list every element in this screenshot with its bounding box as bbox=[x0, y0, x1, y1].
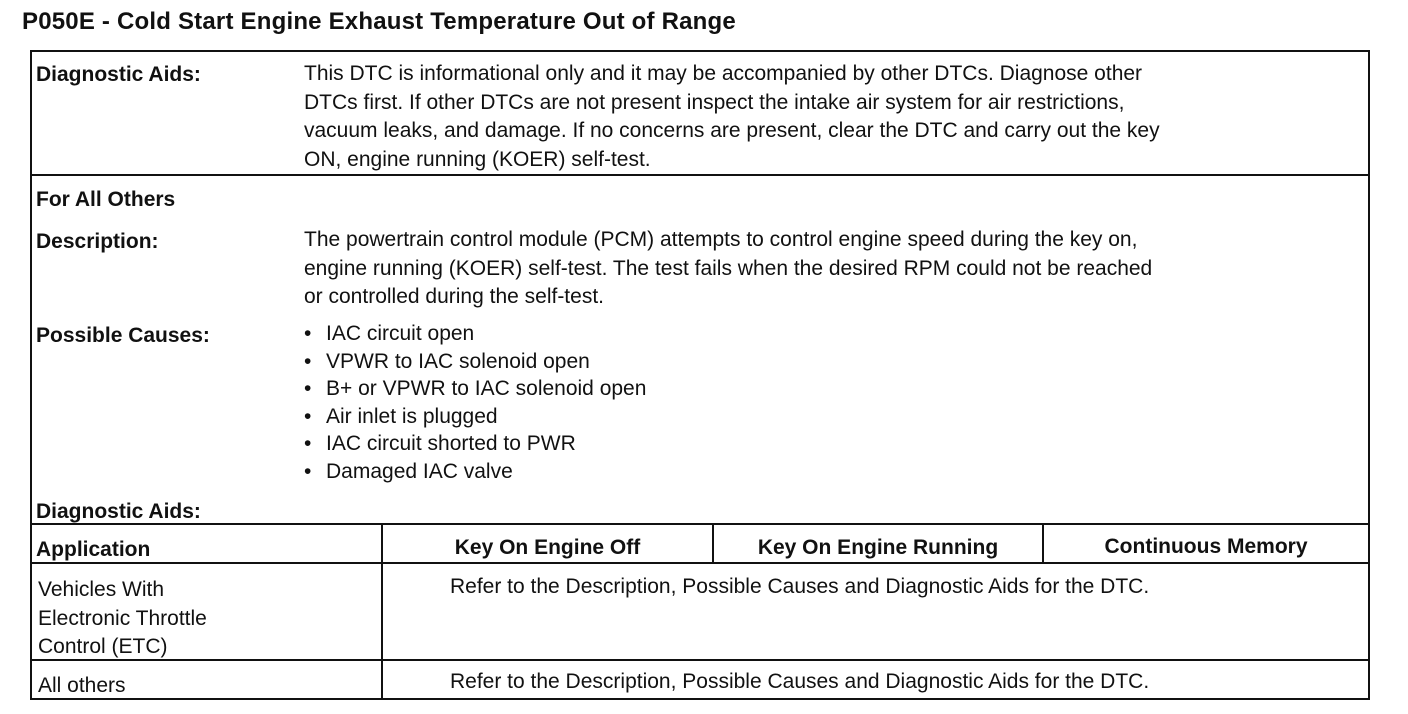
text-line: engine running (KOER) self-test. The test fails when the desired RPM could not be reached bbox=[304, 256, 1153, 280]
diagnostic-aids-text bbox=[304, 60, 1160, 174]
text-line: This DTC is informational only and it may be accompanied by other DTCs. Diagnose other bbox=[304, 62, 1143, 85]
text-line: Vehicles With bbox=[38, 578, 165, 601]
table-cell-application: All others bbox=[38, 674, 126, 697]
for-all-others-heading: For All Others bbox=[36, 188, 176, 211]
description-label: Description: bbox=[36, 230, 159, 253]
section-divider bbox=[32, 174, 1368, 176]
list-item: • B+ or VPWR to IAC solenoid open bbox=[304, 375, 646, 403]
bullet-icon: • bbox=[304, 404, 312, 428]
list-item: • VPWR to IAC solenoid open bbox=[304, 348, 646, 376]
description-text bbox=[304, 226, 1152, 312]
bullet-icon: • bbox=[304, 459, 312, 483]
bullet-icon: • bbox=[304, 377, 312, 401]
text-line: The powertrain control module (PCM) attempts to control engine speed during the key on, bbox=[304, 228, 1138, 251]
diagnostic-aids-label: Diagnostic Aids: bbox=[36, 63, 201, 86]
page-title: P050E - Cold Start Engine Exhaust Temperature Out of Range bbox=[22, 8, 736, 35]
text-line: Electronic Throttle bbox=[38, 606, 207, 630]
bullet-icon: • bbox=[304, 322, 312, 345]
table-header-koer: Key On Engine Running bbox=[757, 536, 999, 559]
list-item: • Damaged IAC valve bbox=[304, 458, 646, 486]
diagnostic-aids-label-2: Diagnostic Aids: bbox=[36, 500, 201, 523]
table-row-divider bbox=[32, 659, 1368, 661]
text-line: DTCs first. If other DTCs are not present inspect the intake air system for air restrictions, bbox=[304, 90, 1125, 114]
table-cell-note: Refer to the Description, Possible Causes and Diagnostic Aids for the DTC. bbox=[450, 575, 1150, 598]
text-line: or controlled during the self-test. bbox=[304, 285, 604, 308]
table-header-divider bbox=[32, 562, 1368, 564]
dtc-info-box bbox=[30, 50, 1370, 700]
table-header-continuous-memory: Continuous Memory bbox=[1104, 535, 1308, 558]
table-cell-application bbox=[38, 576, 207, 662]
possible-causes-list bbox=[304, 320, 646, 486]
table-top-border bbox=[32, 523, 1368, 525]
possible-causes-label: Possible Causes: bbox=[36, 324, 210, 347]
bullet-icon: • bbox=[304, 349, 312, 373]
bullet-icon: • bbox=[304, 432, 312, 456]
table-cell-note: Refer to the Description, Possible Causes and Diagnostic Aids for the DTC. bbox=[450, 670, 1150, 693]
list-item: • IAC circuit shorted to PWR bbox=[304, 430, 646, 458]
text-line: Control (ETC) bbox=[38, 635, 168, 658]
text-line: vacuum leaks, and damage. If no concerns are present, clear the DTC and carry out the key bbox=[304, 119, 1160, 142]
text-line: ON, engine running (KOER) self-test. bbox=[304, 147, 651, 171]
table-header-application: Application bbox=[36, 538, 151, 561]
table-header-koeo: Key On Engine Off bbox=[454, 536, 641, 559]
list-item: • IAC circuit open bbox=[304, 320, 646, 348]
list-item: • Air inlet is plugged bbox=[304, 403, 646, 431]
